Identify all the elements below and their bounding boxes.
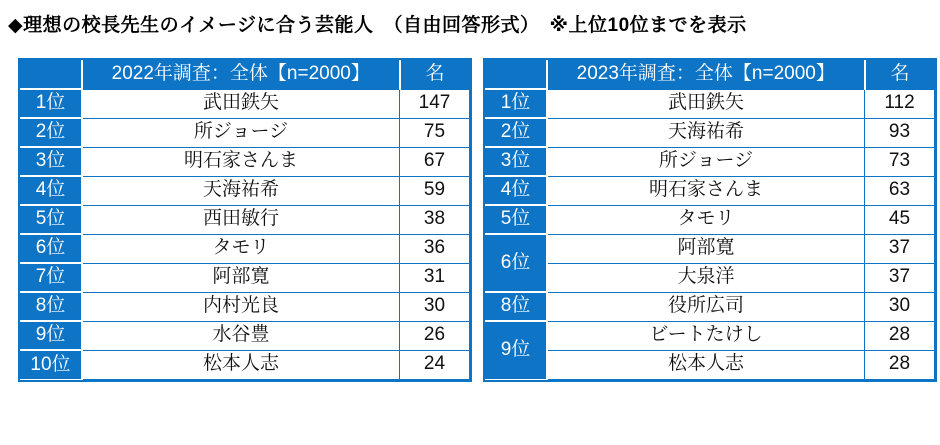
count-cell: 63 <box>865 176 935 205</box>
count-cell: 73 <box>865 147 935 176</box>
table-row <box>20 147 470 176</box>
ranking-table <box>20 60 470 380</box>
count-cell: 67 <box>400 147 470 176</box>
page <box>0 10 940 382</box>
name-cell: 阿部寛 <box>82 263 400 292</box>
name-cell: ビートたけし <box>547 321 865 350</box>
survey-header-cell: 2022年調査：全体【n=2000】 <box>82 60 400 89</box>
table-row <box>20 118 470 147</box>
table-row <box>485 147 935 176</box>
name-cell: タモリ <box>547 205 865 234</box>
rank-cell: 3位 <box>485 147 547 176</box>
rank-cell: 6位 <box>20 234 82 263</box>
count-cell: 30 <box>865 292 935 321</box>
name-cell: 武田鉄矢 <box>82 89 400 118</box>
rank-cell: 8位 <box>485 292 547 321</box>
header-row <box>20 60 470 89</box>
corner-cell <box>20 60 82 89</box>
table-row <box>20 263 470 292</box>
count-header-cell: 名 <box>400 60 470 89</box>
rank-cell: 1位 <box>485 89 547 118</box>
survey-header-cell: 2023年調査：全体【n=2000】 <box>547 60 865 89</box>
name-cell: 水谷豊 <box>82 321 400 350</box>
rank-cell: 2位 <box>20 118 82 147</box>
count-cell: 28 <box>865 350 935 379</box>
rank-cell: 8位 <box>20 292 82 321</box>
rank-cell: 9位 <box>20 321 82 350</box>
table-row <box>485 118 935 147</box>
table-row <box>20 234 470 263</box>
count-cell: 112 <box>865 89 935 118</box>
tables-container <box>18 58 937 382</box>
survey-table-2023 <box>483 58 937 382</box>
name-cell: 武田鉄矢 <box>547 89 865 118</box>
name-cell: 役所広司 <box>547 292 865 321</box>
ranking-table <box>485 60 935 380</box>
corner-cell <box>485 60 547 89</box>
name-cell: 明石家さんま <box>82 147 400 176</box>
name-cell: 明石家さんま <box>547 176 865 205</box>
name-cell: タモリ <box>82 234 400 263</box>
name-cell: 所ジョージ <box>547 147 865 176</box>
table-row <box>20 350 470 379</box>
rank-cell: 3位 <box>20 147 82 176</box>
count-cell: 36 <box>400 234 470 263</box>
name-cell: 松本人志 <box>547 350 865 379</box>
name-cell: 天海祐希 <box>547 118 865 147</box>
header-row <box>485 60 935 89</box>
table-row <box>485 321 935 350</box>
count-cell: 30 <box>400 292 470 321</box>
table-row <box>20 89 470 118</box>
rank-cell: 2位 <box>485 118 547 147</box>
name-cell: 大泉洋 <box>547 263 865 292</box>
page-title: ◆理想の校長先生のイメージに合う芸能人 （自由回答形式） ※上位10位までを表示 <box>8 15 747 36</box>
rank-cell: 7位 <box>20 263 82 292</box>
count-cell: 59 <box>400 176 470 205</box>
count-header-cell: 名 <box>865 60 935 89</box>
count-cell: 37 <box>865 234 935 263</box>
table-row <box>20 292 470 321</box>
table-row <box>485 350 935 379</box>
table-row <box>485 292 935 321</box>
count-cell: 45 <box>865 205 935 234</box>
name-cell: 阿部寛 <box>547 234 865 263</box>
rank-cell: 1位 <box>20 89 82 118</box>
table-row <box>485 263 935 292</box>
table-row <box>20 321 470 350</box>
rank-cell: 6位 <box>485 234 547 292</box>
name-cell: 松本人志 <box>82 350 400 379</box>
name-cell: 天海祐希 <box>82 176 400 205</box>
rank-cell: 4位 <box>485 176 547 205</box>
rank-cell: 10位 <box>20 350 82 379</box>
name-cell: 西田敏行 <box>82 205 400 234</box>
name-cell: 所ジョージ <box>82 118 400 147</box>
rank-cell: 4位 <box>20 176 82 205</box>
rank-cell: 9位 <box>485 321 547 379</box>
rank-cell: 5位 <box>485 205 547 234</box>
rank-cell: 5位 <box>20 205 82 234</box>
count-cell: 37 <box>865 263 935 292</box>
count-cell: 31 <box>400 263 470 292</box>
table-row <box>20 205 470 234</box>
table-row <box>485 234 935 263</box>
count-cell: 38 <box>400 205 470 234</box>
count-cell: 75 <box>400 118 470 147</box>
count-cell: 26 <box>400 321 470 350</box>
table-row <box>485 205 935 234</box>
count-cell: 28 <box>865 321 935 350</box>
count-cell: 147 <box>400 89 470 118</box>
table-row <box>485 176 935 205</box>
table-row <box>485 89 935 118</box>
name-cell: 内村光良 <box>82 292 400 321</box>
table-row <box>20 176 470 205</box>
count-cell: 93 <box>865 118 935 147</box>
survey-table-2022 <box>18 58 472 382</box>
count-cell: 24 <box>400 350 470 379</box>
